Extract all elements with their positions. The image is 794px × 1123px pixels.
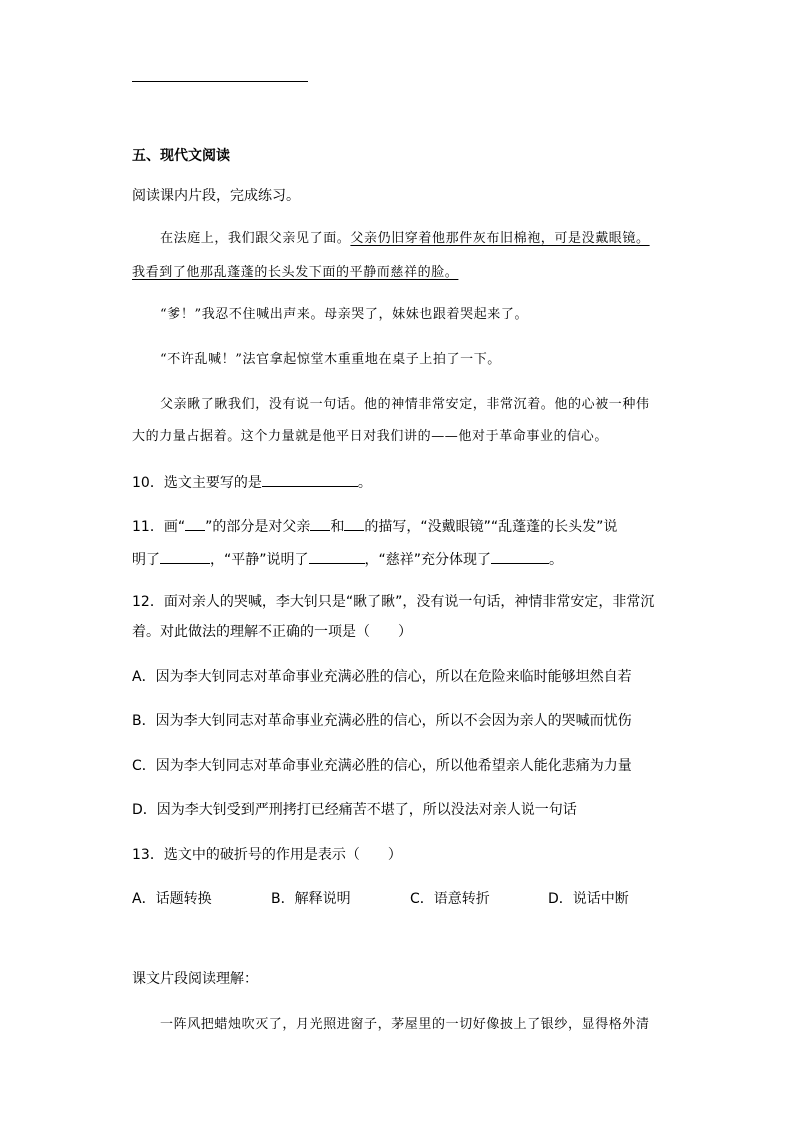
next-section-paragraph: 一阵风把蜡烛吹灭了，月光照进窗子，茅屋里的一切好像披上了银纱，显得格外清: [160, 1017, 650, 1032]
underlined-text: 父亲仍旧穿着他那件灰布旧棉袍，可是没戴眼镜。: [350, 231, 650, 246]
question-13-option-a[interactable]: A．话题转换: [132, 891, 212, 907]
question-13-stem: 13．选文中的破折号的作用是表示（ ）: [132, 847, 402, 863]
passage-paragraph-3: “不许乱喊！”法官拿起惊堂木重重地在桌子上拍了一下。: [160, 352, 501, 367]
section-heading: 五、现代文阅读: [132, 148, 230, 164]
question-12-line-2: 着。对此做法的理解不正确的一项是（ ）: [132, 624, 412, 640]
passage-paragraph-1-line-1: [160, 229, 650, 249]
question-12-option-d[interactable]: D．因为李大钊受到严刑拷打已经痛苦不堪了，所以没法对亲人说一句话: [132, 802, 577, 818]
passage-text: 在法庭上，我们跟父亲见了面。: [160, 231, 351, 246]
answer-blank[interactable]: [491, 548, 549, 564]
passage-paragraph-4-line-2: 大的力量占据着。这个力量就是他平日对我们讲的——他对于革命事业的信心。: [132, 429, 609, 444]
question-text: 。: [357, 475, 372, 491]
passage-paragraph-2: “爹！”我忍不住喊出声来。母亲哭了，妹妹也跟着哭起来了。: [160, 307, 529, 322]
passage-paragraph-4-line-1: 父亲瞅了瞅我们，没有说一句话。他的神情非常安定，非常沉着。他的心被一种伟: [160, 397, 650, 412]
question-11-line-1: [132, 515, 617, 537]
question-text: 。: [549, 552, 564, 568]
answer-blank-rule: [132, 81, 308, 82]
section-instruction: 阅读课内片段，完成练习。: [132, 188, 300, 204]
question-text: 的描写，“没戴眼镜”“乱蓬蓬的长头发”说: [364, 519, 618, 535]
question-12-option-a[interactable]: A．因为李大钊同志对革命事业充满必胜的信心，所以在危险来临时能够坦然自若: [132, 669, 632, 685]
question-13-option-d[interactable]: D．说话中断: [548, 891, 629, 907]
answer-blank[interactable]: [344, 515, 364, 531]
passage-paragraph-1-line-2: 我看到了他那乱蓬蓬的长头发下面的平静而慈祥的脸。: [132, 265, 459, 280]
next-section-title: 课文片段阅读理解：: [132, 971, 258, 987]
question-text: ，“平静”说明了: [210, 552, 309, 568]
answer-blank[interactable]: [309, 548, 365, 564]
question-text: 明了: [132, 552, 160, 568]
question-13-option-b[interactable]: B．解释说明: [271, 891, 351, 907]
answer-blank[interactable]: [310, 515, 330, 531]
question-13-option-c[interactable]: C．语意转折: [410, 891, 490, 907]
question-12-line-1: 12．面对亲人的哭喊，李大钊只是“瞅了瞅”，没有说一句话，神情非常安定，非常沉: [132, 594, 655, 610]
question-11-line-2: [132, 548, 563, 570]
underline-sample: [185, 515, 205, 531]
question-text: 11．画“: [132, 519, 186, 535]
question-10: [132, 471, 372, 493]
answer-blank[interactable]: [160, 548, 210, 564]
question-text: 和: [330, 519, 345, 535]
question-text: ，“慈祥”充分体现了: [364, 552, 492, 568]
question-text: ”的部分是对父亲: [205, 519, 311, 535]
answer-blank[interactable]: [262, 471, 358, 487]
question-text: 10．选文主要写的是: [132, 475, 262, 491]
question-12-option-c[interactable]: C．因为李大钊同志对革命事业充满必胜的信心，所以他希望亲人能化悲痛为力量: [132, 758, 632, 774]
question-12-option-b[interactable]: B．因为李大钊同志对革命事业充满必胜的信心，所以不会因为亲人的哭喊而忧伤: [132, 713, 632, 729]
